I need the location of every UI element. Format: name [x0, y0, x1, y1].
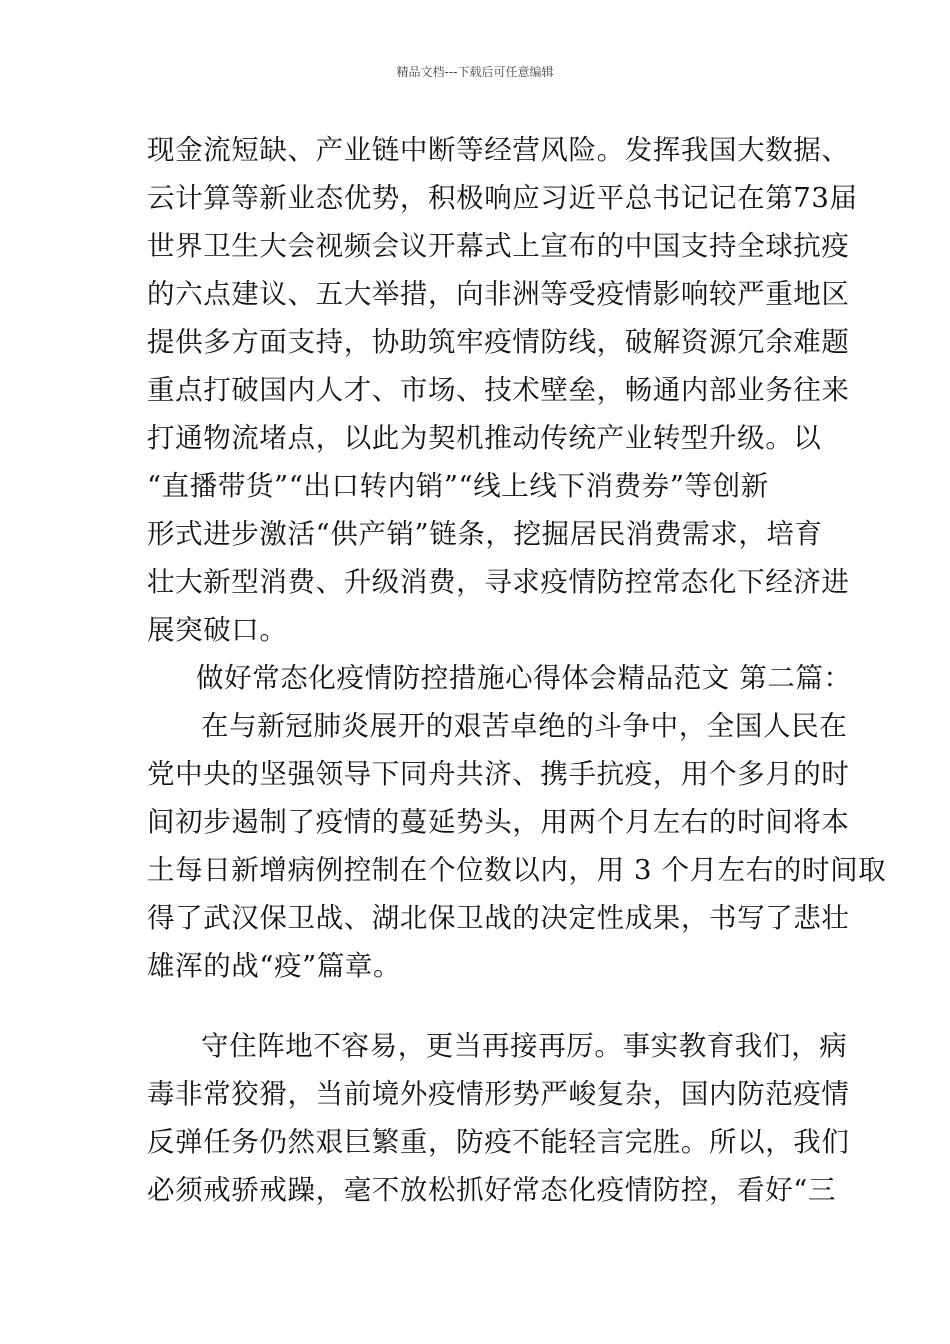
body-line: 现金流短缺、产业链中断等经营风险。发挥我国大数据、: [147, 134, 850, 166]
body-line: 党中央的坚强领导下同舟共济、携手抗疫，用个多月的时: [147, 758, 850, 790]
body-line: 在与新冠肺炎展开的艰苦卓绝的斗争中，全国人民在: [201, 710, 848, 742]
body-line: 形式进步激活“供产销”链条，挖掘居民消费需求，培育: [147, 518, 823, 550]
body-line: 的六点建议、五大举措，向非洲等受疫情影响较严重地区: [147, 278, 850, 310]
body-line: “直播带货”“出口转内销”“线上线下消费券”等创新: [147, 470, 769, 502]
body-line: 重点打破国内人才、市场、技术壁垒，畅通内部业务往来: [147, 374, 850, 406]
body-line: 反弹任务仍然艰巨繁重，防疫不能轻言完胜。所以，我们: [147, 1126, 850, 1158]
body-line: 得了武汉保卫战、湖北保卫战的决定性成果，书写了悲壮: [147, 902, 850, 934]
body-line: 世界卫生大会视频会议开幕式上宣布的中国支持全球抗疫: [147, 230, 850, 262]
body-line: 必须戒骄戒躁，毫不放松抓好常态化疫情防控，看好“三: [147, 1174, 837, 1206]
body-line: 间初步遏制了疫情的蔓延势头，用两个月左右的时间将本: [147, 806, 850, 838]
page-header: 精品文档---下载后可任意编辑: [396, 65, 554, 79]
body-line: 守住阵地不容易，更当再接再厉。事实教育我们，病: [201, 1030, 848, 1062]
section-heading: 做好常态化疫情防控措施心得体会精品范文 第二篇：: [196, 662, 852, 694]
body-line: 壮大新型消费、升级消费，寻求疫情防控常态化下经济进: [147, 566, 850, 598]
body-line: 打通物流堵点，以此为契机推动传统产业转型升级。以: [147, 422, 822, 454]
body-line: 云计算等新业态优势，积极响应习近平总书记记在第73届: [147, 182, 858, 214]
body-line: 土每日新增病例控制在个位数以内，用 3 个月左右的时间取: [147, 854, 887, 886]
body-line: 提供多方面支持，协助筑牢疫情防线，破解资源冗余难题: [147, 326, 850, 358]
body-line: 毒非常狡猾，当前境外疫情形势严峻复杂，国内防范疫情: [147, 1078, 850, 1110]
body-line: 展突破口。: [147, 614, 288, 646]
body-line: 雄浑的战“疫”篇章。: [147, 950, 402, 982]
